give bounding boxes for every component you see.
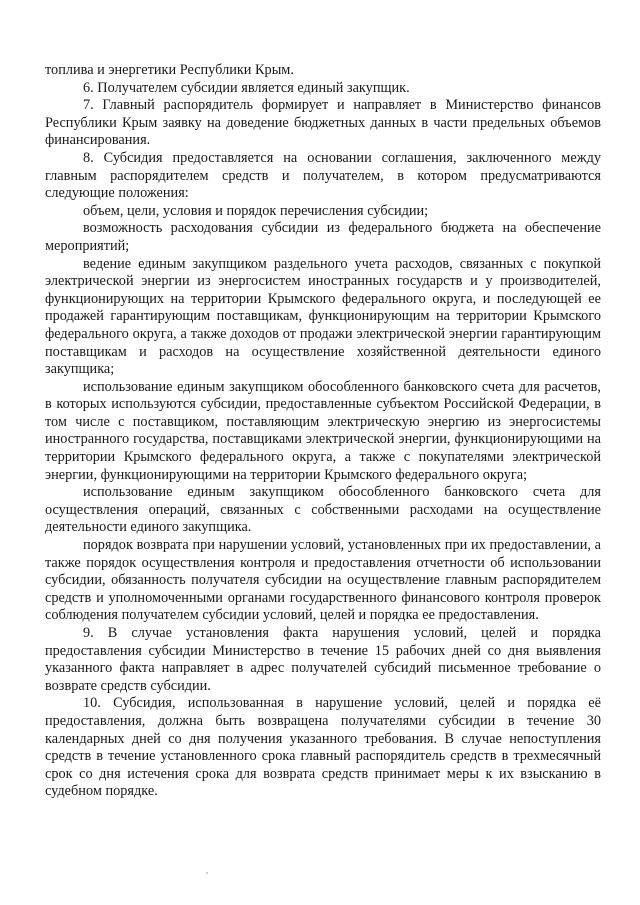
paragraph-item-8: 8. Субсидия предоставляется на основании соглашения, заключенного между главным распорядителем средств и получателем, в котором предусматриваются следующие положения: [45,149,601,202]
document-body [45,62,601,801]
paragraph-item-10: 10. Субсидия, использованная в нарушение условий, целей и порядка её предоставления, должна быть возвращена получателями субсидии в течение 30 календарных дней со дня получения указанного требования. В случае непоступления средств в течение установленного срока главный распорядитель средств в трехмесячный срок со дня истечения срока для возврата средств принимает меры к их взысканию в судебном порядке. [45,695,601,800]
paragraph-continuation: топлива и энергетики Республики Крым. [45,62,294,78]
provision-bank-account-operations: использование единым закупщиком обособленного банковского счета для осуществления операций, связанных с собственными расходами на осуществление деятельности единого закупщика. [45,484,601,536]
provision-separate-accounting: ведение единым закупщиком раздельного учета расходов, связанных с покупкой электрической энергии из энергосистем иностранных государств и у производителей, функционирующих на территории Крымского федерального округа, и последующей ее продажей гарантирующим поставщикам, функционирующим на территории Крымского федерального округа, а также доходов от продажи электрической энергии гарантирующим поставщикам и расходов на осуществление хозяйственной деятельности единого закупщика; [45,255,601,378]
provision-volume: объем, цели, условия и порядок перечисления субсидии; [83,202,429,219]
provision-bank-account-settlements: использование единым закупщиком обособленного банковского счета для расчетов, в которых используются субсидии, предоставленные субъектом Российской Федерации, в том числе с поставщиком, поставляющим электрическую энергию из энергосистемы иностранного государства, поставщиками электрической энергии, функционирующими на территории Крымского федерального округа, а также с покупателями электрической энергии, функционирующими на территории Крымского федерального округа; [45,378,601,483]
provision-federal-budget: возможность расходования субсидии из федерального бюджета на обеспечение мероприятий; [45,220,601,254]
paragraph-item-6: 6. Получателем субсидии является единый закупщик. [83,79,410,96]
provision-return-procedure: порядок возврата при нарушении условий, установленных при их предоставлении, а также порядок осуществления контроля и предоставления отчетности об использовании субсидии, обязанность получателя субсидии на осуществление главным распорядителем средств и уполномоченными органами государственного финансового контроля проверок соблюдения получателем субсидии условий, целей и порядка ее предоставления. [45,537,601,624]
scan-speck [206,872,208,874]
paragraph-item-7: 7. Главный распорядитель формирует и направляет в Министерство финансов Республики Крым заявку на доведение бюджетных данных в части предельных объемов финансирования. [45,97,601,149]
paragraph-item-9: 9. В случае установления факта нарушения условий, целей и порядка предоставления субсидии Министерство в течение 15 рабочих дней со дня выявления указанного факта направляет в адрес получателей субсидий письменное требование о возврате средств субсидии. [45,625,601,694]
